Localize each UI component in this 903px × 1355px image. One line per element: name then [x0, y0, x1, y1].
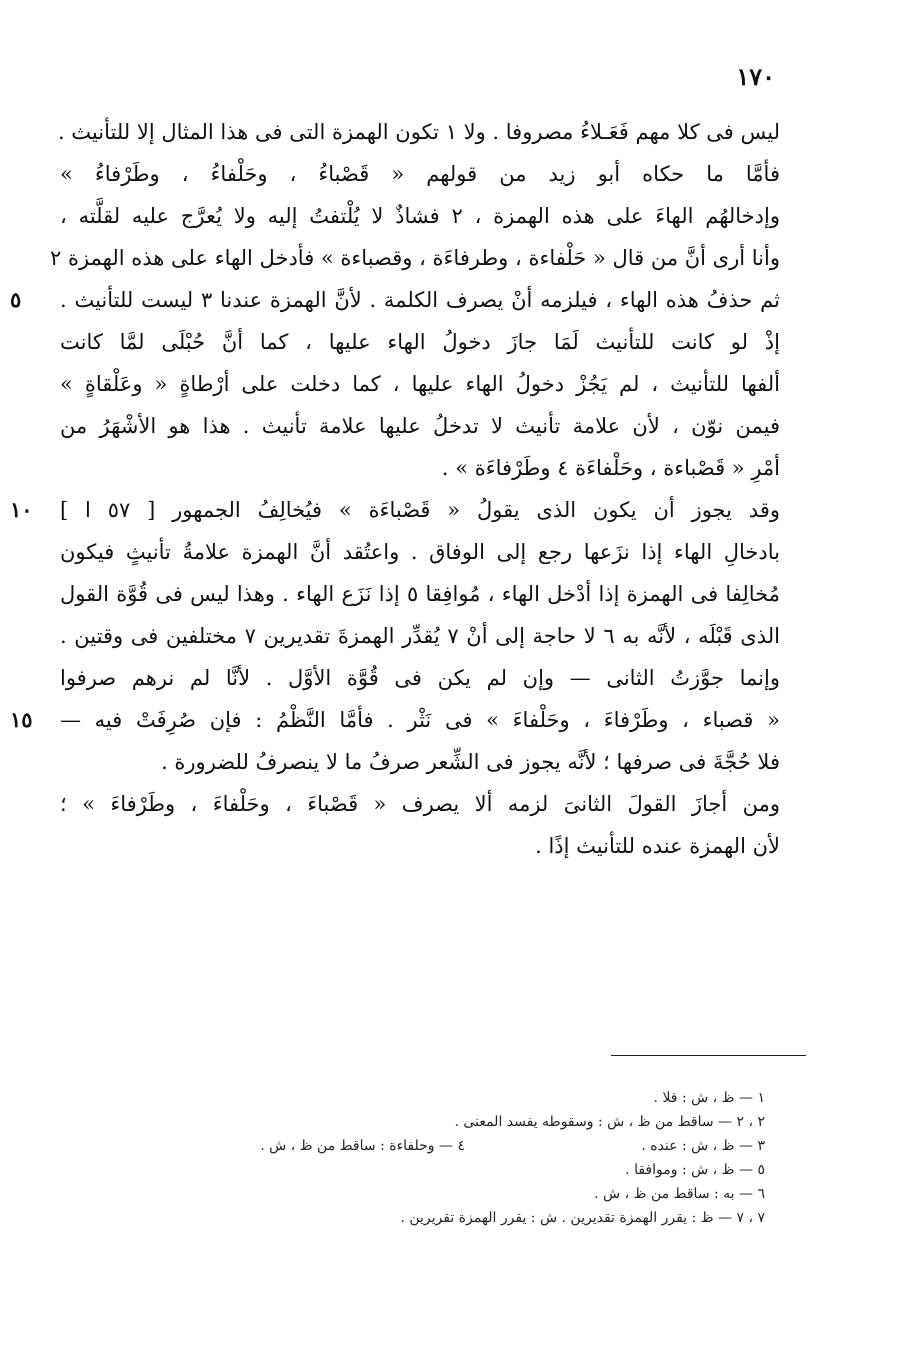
text-line: الذى قَبْلَه ، لأنَّه به ٦ لا حاجة إلى أنْ ٧ يُقدِّر الهمزةَ تقديرين ٧ مختلفين فى وقتين .: [60, 624, 781, 648]
text-line: فيمن نوّن ، لأن علامة تأنيث لا تدخلُ عليها علامة تأنيث . هذا هو الأشْهَرُ من: [60, 414, 780, 438]
text-line: فلا حُجَّةَ فى صرفها ؛ لأنَّه يجوز فى الشِّعر صرفُ ما لا ينصرفُ للضرورة .: [161, 750, 780, 774]
line-number-5: ٥: [10, 287, 22, 312]
text-line: « قصباء ، وطَرْفاءَ ، وحَلْفاءَ » فى نَثْر . فأمَّا النَّظْمُ : فإن صُرِفَتْ فيه —: [60, 708, 780, 732]
footnote: ١ — ظ ، ش : فلا .: [653, 1090, 765, 1106]
text-line: ليس فى كلا مهم فَعَـلاءُ مصروفا . ولا ١ تكون الهمزة التى فى هذا المثال إلا للتأنيث .: [57, 120, 780, 144]
text-line: ومن أجازَ القولَ الثانىَ لزمه ألا يصرف « قَصْباءَ ، وحَلْفاءَ ، وطَرْفاءَ » ؛: [60, 792, 780, 816]
footnote-divider: [611, 1055, 806, 1056]
text-line: مُخالِفا فى الهمزة إذا أدْخل الهاء ، مُوافِقا ٥ إذا نَزَع الهاء . وهذا ليس فى قُوَّة القول: [60, 582, 780, 606]
text-line: فأمَّا ما حكاه أبو زيد من قولهم « قَصْباءُ ، وحَلْفاءُ ، وطَرْفاءُ »: [60, 162, 780, 186]
footnote: ٧ ، ٧ — ظ : يقرر الهمزة تقديرين . ش : يقرر الهمزة تقريرين .: [400, 1210, 765, 1226]
text-line: إذْ لو كانت للتأنيث لَمَا جازَ دخولُ الهاء عليها ، كما أنَّ حُبْلَى لمَّا كانت: [60, 330, 780, 354]
footnote: ٦ — به : ساقط من ظ ، ش .: [594, 1186, 765, 1202]
text-line: ألفها للتأنيث ، لم يَجُزْ دخولُ الهاء عليها ، كما دخلت على أرْطاةٍ « وعَلْقاةٍ »: [60, 372, 780, 396]
text-line: بادخالِ الهاء إذا نزَعها رجع إلى الوفاق . واعتُقد أنَّ الهمزة علامةُ تأنيثٍ فيكون: [60, 540, 780, 564]
text-line: وإدخالهُم الهاءَ على هذه الهمزة ، ٢ فشاذٌ لا يُلْتفتُ إليه ولا يُعرَّج عليه لقلَّته ،: [60, 204, 780, 228]
line-number-15: ١٥: [10, 707, 33, 732]
text-line: وأنا أرى أنَّ من قال « حَلْفاءة ، وطرفاءَة ، وقصباءة » فأدخل الهاء على هذه الهمزة ٢: [49, 246, 780, 270]
text-line: أمْرِ « قَصْباءة ، وحَلْفاءَة ٤ وطَرْفاءَة » .: [441, 456, 780, 480]
text-line: وإنما جوَّزتُ الثانى — وإن لم يكن فى قُوَّة الأوَّل . لأنَّا لم نرهم صرفوا: [60, 666, 780, 690]
footnote: ٣ — ظ ، ش : عنده .: [641, 1138, 765, 1154]
text-line: وقد يجوز أن يكون الذى يقولُ « قَصْباءَة » فيُخالِفُ الجمهور [ ٥٧ ا ]: [60, 498, 780, 522]
text-line: ثم حذفُ هذه الهاء ، فيلزمه أنْ يصرف الكلمة . لأنَّ الهمزة عندنا ٣ ليست للتأنيث .: [60, 288, 781, 312]
footnote: ٥ — ظ ، ش : وموافقا .: [625, 1162, 765, 1178]
line-number-10: ١٠: [10, 497, 33, 522]
footnote: ٢ ، ٢ — ساقط من ظ ، ش : وسقوطه يفسد المعنى .: [454, 1114, 765, 1130]
footnote: ٤ — وحلفاءة : ساقط من ظ ، ش .: [260, 1138, 465, 1154]
text-line: لأن الهمزة عنده للتأنيث إذًا .: [535, 834, 780, 858]
page-number: ١٧٠: [736, 62, 775, 91]
